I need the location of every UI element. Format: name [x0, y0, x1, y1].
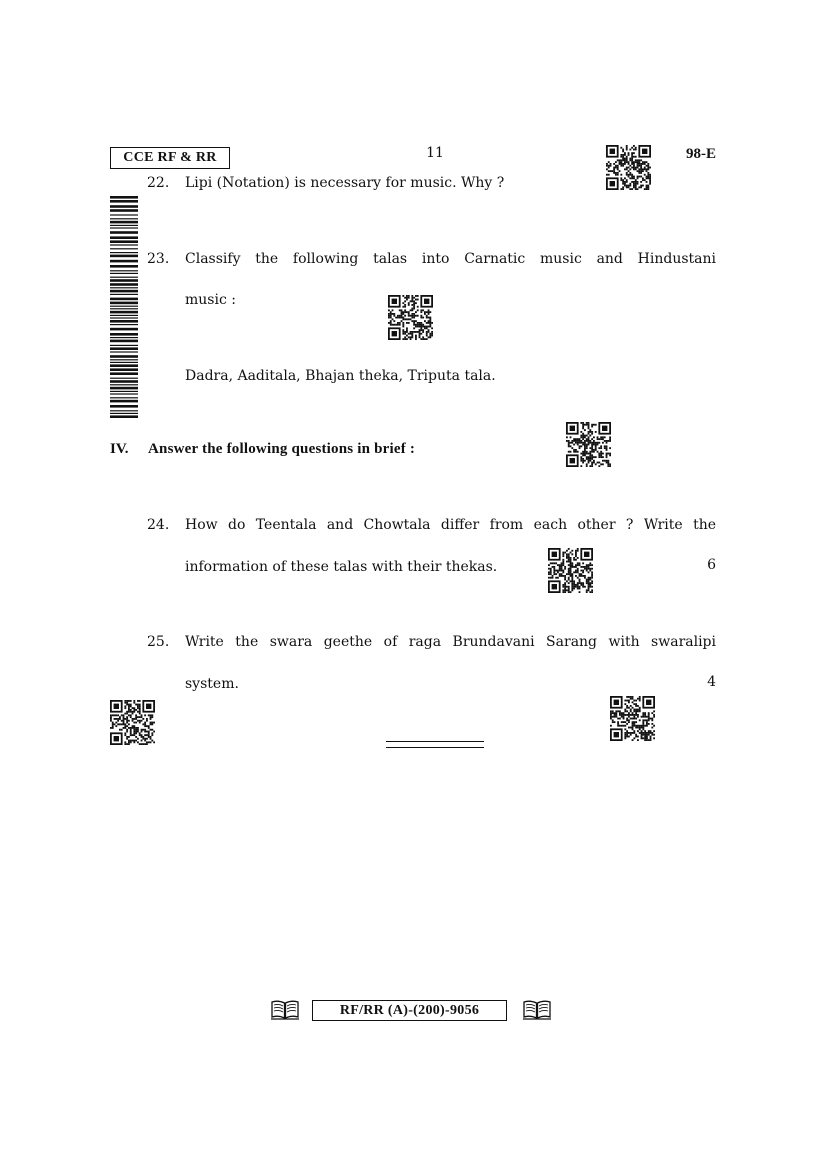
qr-code-icon: [606, 145, 651, 190]
qr-code-icon: [566, 422, 611, 467]
end-double-rule: [386, 741, 484, 748]
question-25-line-1: Write the swara geethe of raga Brundavani Sarang with swaralipi: [185, 634, 716, 650]
page-number: 11: [426, 145, 444, 161]
question-24-marks: 6: [707, 557, 716, 573]
question-23-talas-list: Dadra, Aaditala, Bhajan theka, Triputa tala.: [185, 368, 496, 384]
qr-code-icon: [388, 295, 433, 340]
qr-code-icon: [610, 696, 655, 741]
open-book-icon: [522, 999, 552, 1021]
open-book-icon: [270, 999, 300, 1021]
header-code-box: CCE RF & RR: [110, 147, 230, 169]
question-22-number: 22.: [147, 175, 170, 191]
question-25-number: 25.: [147, 634, 170, 650]
qr-code-icon: [548, 548, 593, 593]
question-23-line-1: Classify the following talas into Carnatic music and Hindustani: [185, 251, 716, 267]
paper-code: 98-E: [686, 146, 716, 162]
section-number: IV.: [110, 441, 129, 457]
question-24-number: 24.: [147, 517, 170, 533]
question-22-text: Lipi (Notation) is necessary for music. Why ?: [185, 175, 505, 191]
question-23-line-2: music :: [185, 292, 236, 308]
question-24-line-2: information of these talas with their thekas.: [185, 559, 498, 575]
question-24-line-1: How do Teentala and Chowtala differ from each other ? Write the: [185, 517, 716, 533]
question-25-line-2: system.: [185, 676, 239, 692]
barcode-icon: [110, 196, 138, 420]
question-25-marks: 4: [707, 674, 716, 690]
section-title: Answer the following questions in brief :: [148, 441, 416, 457]
qr-code-icon: [110, 700, 155, 745]
question-23-number: 23.: [147, 251, 170, 267]
footer-code: RF/RR (A)-(200)-9056: [312, 1000, 507, 1021]
